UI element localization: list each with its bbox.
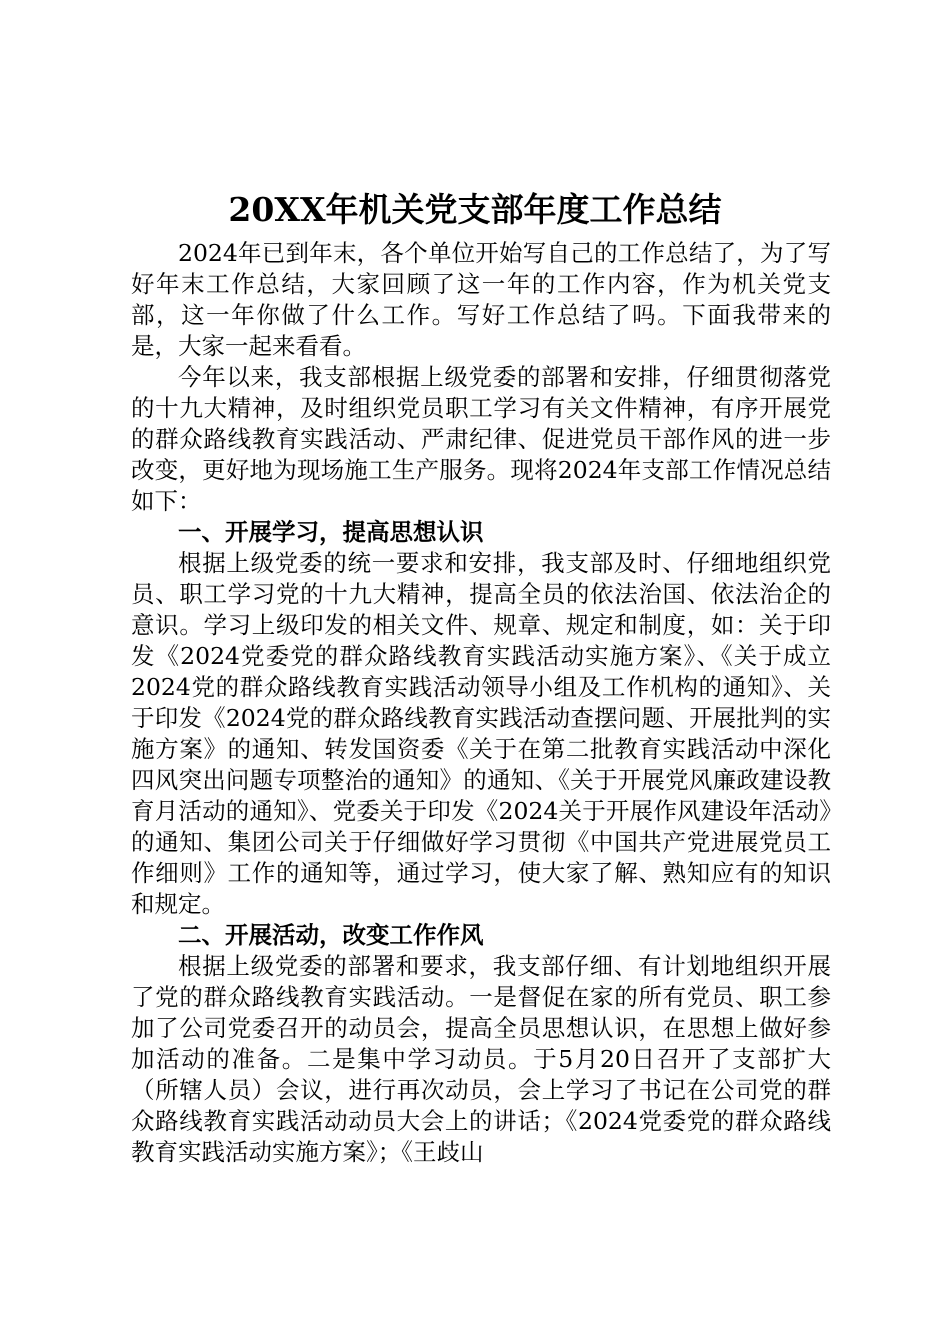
- activities-paragraph: 根据上级党委的部署和要求，我支部仔细、有计划地组织开展了党的群众路线教育实践活动。一是督促在家的所有党员、职工参加了公司党委召开的动员会，提高全员思想认识，在思想上做好参加活动的准备。二是集中学习动员。于5月20日召开了支部扩大（所辖人员）会议，进行再次动员，会上学习了书记在公司党的群众路线教育实践活动动员大会上的讲话；《2024党委党的群众路线教育实践活动实施方案》；《王歧山: [131, 952, 831, 1166]
- document-title: 20XX年机关党支部年度工作总结: [228, 190, 722, 229]
- section-heading-study: 一、开展学习，提高思想认识: [178, 518, 484, 546]
- overview-paragraph: 今年以来，我支部根据上级党委的部署和安排，仔细贯彻落党的十九大精神，及时组织党员职工学习有关文件精神，有序开展党的群众路线教育实践活动、严肃纪律、促进党员干部作风的进一步改变，更好地为现场施工生产服务。现将2024年支部工作情况总结如下：: [131, 363, 831, 515]
- intro-paragraph: 2024年已到年末，各个单位开始写自己的工作总结了，为了写好年末工作总结，大家回顾了这一年的工作内容，作为机关党支部，这一年你做了什么工作。写好工作总结了吗。下面我带来的是，大家一起来看看。: [131, 239, 831, 360]
- section-heading-activities: 二、开展活动，改变工作作风: [178, 921, 484, 949]
- document-body: [131, 238, 831, 1168]
- study-paragraph: 根据上级党委的统一要求和安排，我支部及时、仔细地组织党员、职工学习党的十九大精神，提高全员的依法治国、依法治企的意识。学习上级印发的相关文件、规章、规定和制度，如：关于印发《2024党委党的群众路线教育实践活动实施方案》、《关于成立2024党的群众路线教育实践活动领导小组及工作机构的通知》、关于印发《2024党的群众路线教育实践活动查摆问题、开展批判的实施方案》的通知、转发国资委《关于在第二批教育实践活动中深化四风突出问题专项整治的通知》的通知、《关于开展党风廉政建设教育月活动的通知》、党委关于印发《2024关于开展作风建设年活动》的通知、集团公司关于仔细做好学习贯彻《中国共产党进展党员工作细则》工作的通知等，通过学习，使大家了解、熟知应有的知识和规定。: [131, 549, 831, 918]
